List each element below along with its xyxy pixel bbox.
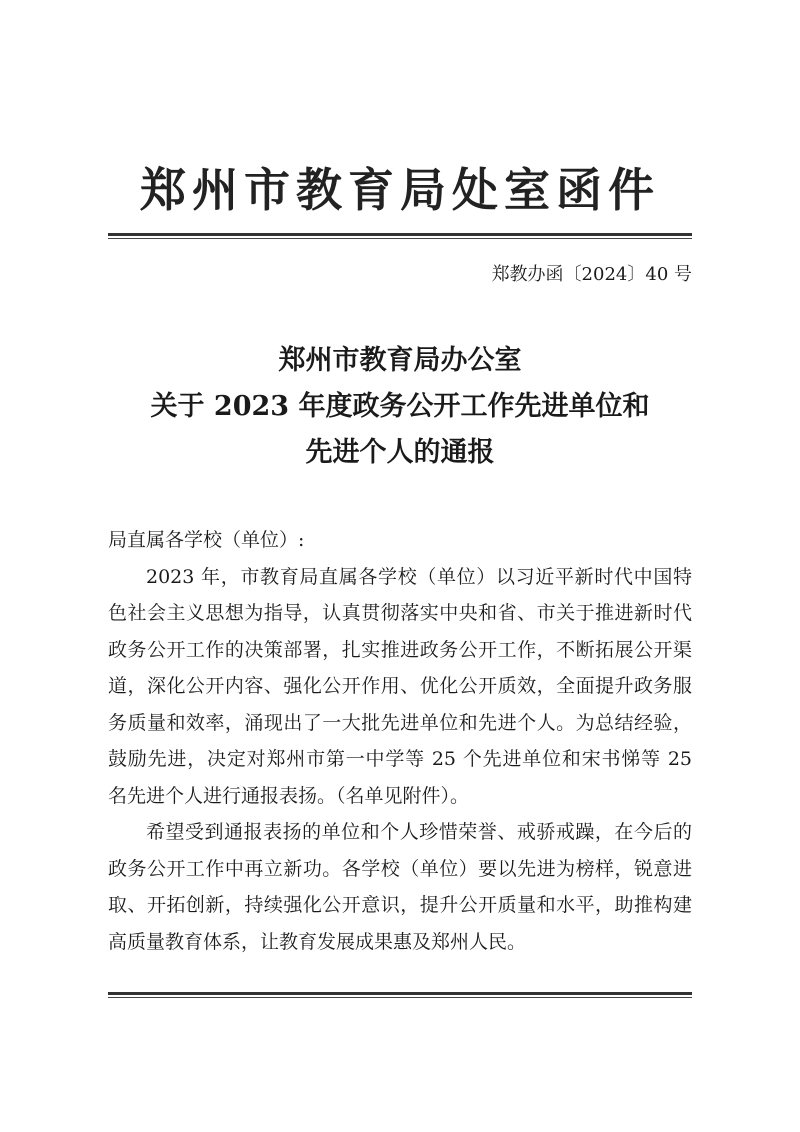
footer-divider [108,992,692,999]
divider-thick-line [108,233,692,236]
letterhead-title: 郑州市教育局处室函件 [140,163,660,217]
notice-title-line: 郑州市教育局办公室 [278,345,522,376]
divider-thin-line [108,238,692,239]
notice-title-line: 关于 2023 年度政务公开工作先进单位和 [150,391,650,422]
notice-body [108,522,692,960]
divider-thick-line [108,992,692,995]
body-paragraph: 希望受到通报表扬的单位和个人珍惜荣誉、戒骄戒躁，在今后的政务公开工作中再立新功。各学校（单位）要以先进为榜样，锐意进取、开拓创新，持续强化公开意识，提升公开质量和水平，助推构建高质量教育体系，让教育发展成果惠及郑州人民。 [108,821,692,953]
document-number: 郑教办函〔2024〕40 号 [491,264,692,285]
salutation: 局直属各学校（单位）: [108,529,305,551]
notice-title-line: 先进个人的通报 [305,437,495,468]
divider-thin-line [108,997,692,998]
notice-title [108,338,692,476]
letterhead-divider [108,233,692,240]
body-paragraph: 2023 年，市教育局直属各学校（单位）以习近平新时代中国特色社会主义思想为指导，认真贯彻落实中央和省、市关于推进新时代政务公开工作的决策部署，扎实推进政务公开工作，不断拓展公开渠道，深化公开内容、强化公开作用、优化公开质效，全面提升政务服务质量和效率，涌现出了一大批先进单位和先进个人。为总结经验，鼓励先进，决定对郑州市第一中学等 25 个先进单位和宋书悌等 25 名先进个人进行通报表扬。（名单见附件）。 [108,565,692,807]
